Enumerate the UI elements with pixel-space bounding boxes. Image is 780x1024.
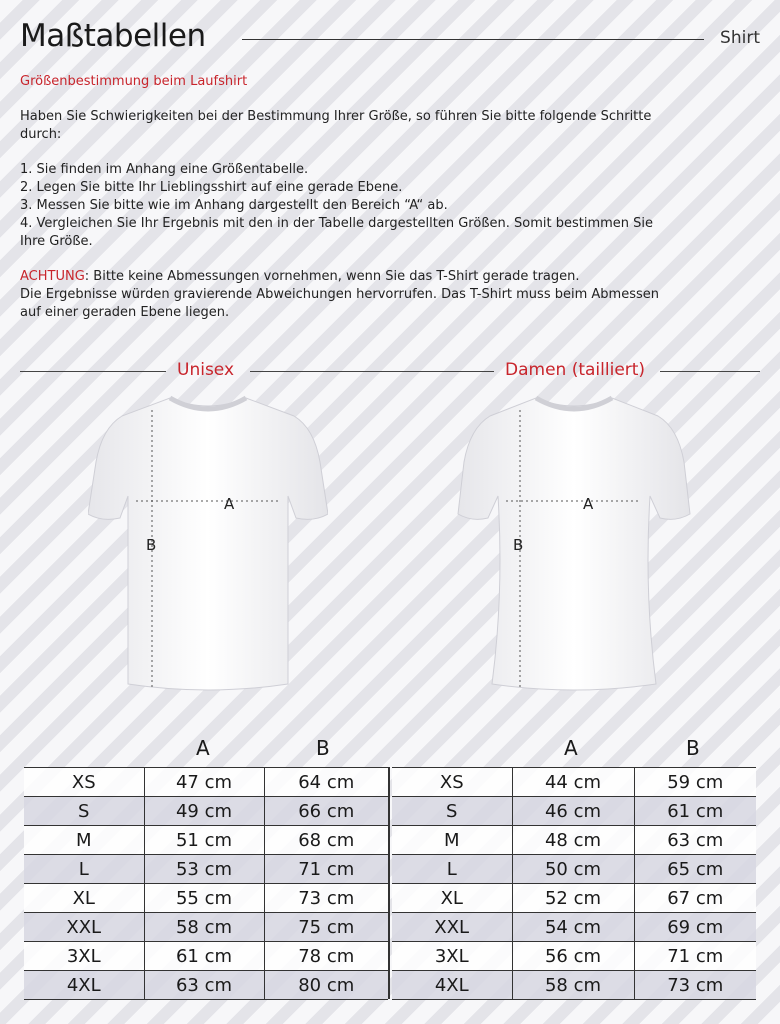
measure-a-cell: 49 cm bbox=[144, 797, 264, 826]
size-cell: XXL bbox=[392, 913, 512, 942]
section-label-damen: Damen (tailliert) bbox=[505, 360, 646, 380]
table-row bbox=[392, 826, 756, 855]
table-row bbox=[392, 855, 756, 884]
warning-paragraph bbox=[20, 268, 760, 286]
measure-b-cell: 65 cm bbox=[634, 855, 756, 884]
size-cell: 3XL bbox=[392, 942, 512, 971]
measure-a-cell: 50 cm bbox=[512, 855, 634, 884]
measure-b-cell: 64 cm bbox=[264, 768, 388, 797]
section-divider bbox=[660, 371, 760, 372]
size-cell: XS bbox=[24, 768, 144, 797]
measure-label-a: A bbox=[583, 495, 594, 513]
step-item: 4. Vergleichen Sie Ihr Ergebnis mit den in der Tabelle dargestellten Größen. Somit bestimmen Sie bbox=[20, 216, 654, 231]
size-cell: 3XL bbox=[24, 942, 144, 971]
measure-a-cell: 55 cm bbox=[144, 884, 264, 913]
measure-a-cell: 56 cm bbox=[512, 942, 634, 971]
step-item: 2. Legen Sie bitte Ihr Lieblingsshirt auf eine gerade Ebene. bbox=[20, 180, 403, 195]
tshirt-icon bbox=[454, 392, 694, 697]
intro-heading: Größenbestimmung beim Laufshirt bbox=[20, 74, 248, 89]
measure-b-cell: 73 cm bbox=[264, 884, 388, 913]
measure-a-cell: 46 cm bbox=[512, 797, 634, 826]
measure-b-cell: 68 cm bbox=[264, 826, 388, 855]
measure-b-cell: 61 cm bbox=[634, 797, 756, 826]
table-divider bbox=[388, 767, 390, 999]
size-cell: XS bbox=[392, 768, 512, 797]
table-row bbox=[392, 884, 756, 913]
table-row bbox=[24, 826, 388, 855]
table-row bbox=[24, 942, 388, 971]
measure-b-cell: 59 cm bbox=[634, 768, 756, 797]
page-title: Maßtabellen bbox=[20, 18, 206, 54]
measure-b-cell: 71 cm bbox=[264, 855, 388, 884]
measure-b-cell: 80 cm bbox=[264, 971, 388, 1000]
table-row bbox=[392, 971, 756, 1000]
warning-text: : Bitte keine Abmessungen vornehmen, wenn Sie das T-Shirt gerade tragen. bbox=[84, 269, 580, 284]
table-row bbox=[24, 855, 388, 884]
size-cell: M bbox=[24, 826, 144, 855]
size-table-damen bbox=[392, 767, 756, 1000]
warning-label: ACHTUNG bbox=[20, 269, 85, 284]
table-row bbox=[24, 884, 388, 913]
measure-b-cell: 78 cm bbox=[264, 942, 388, 971]
warning-text: Die Ergebnisse würden gravierende Abweichungen hervorrufen. Das T-Shirt muss beim Abmessen bbox=[20, 287, 659, 302]
shirt-diagram-unisex bbox=[88, 392, 328, 701]
size-cell: S bbox=[24, 797, 144, 826]
size-cell: L bbox=[392, 855, 512, 884]
size-cell: M bbox=[392, 826, 512, 855]
page-header bbox=[20, 18, 760, 62]
measure-a-cell: 63 cm bbox=[144, 971, 264, 1000]
measure-b-cell: 67 cm bbox=[634, 884, 756, 913]
size-cell: XL bbox=[392, 884, 512, 913]
measure-a-cell: 44 cm bbox=[512, 768, 634, 797]
intro-line: durch: bbox=[20, 127, 62, 142]
column-head-a: A bbox=[564, 736, 578, 760]
measure-b-cell: 63 cm bbox=[634, 826, 756, 855]
column-head-b: B bbox=[316, 736, 330, 760]
intro-line: Haben Sie Schwierigkeiten bei der Bestimmung Ihrer Größe, so führen Sie bitte folgende Schritte bbox=[20, 109, 652, 124]
section-divider bbox=[20, 371, 166, 372]
measure-a-cell: 54 cm bbox=[512, 913, 634, 942]
measure-b-cell: 69 cm bbox=[634, 913, 756, 942]
tshirt-icon bbox=[88, 392, 328, 697]
table-row bbox=[24, 768, 388, 797]
size-cell: S bbox=[392, 797, 512, 826]
measure-label-b: B bbox=[146, 536, 157, 554]
title-divider bbox=[242, 39, 704, 40]
size-cell: XL bbox=[24, 884, 144, 913]
table-row bbox=[392, 942, 756, 971]
table-row bbox=[24, 797, 388, 826]
measure-label-a: A bbox=[224, 495, 235, 513]
table-row bbox=[24, 971, 388, 1000]
measure-a-cell: 58 cm bbox=[144, 913, 264, 942]
category-label: Shirt bbox=[720, 28, 760, 48]
measure-a-cell: 58 cm bbox=[512, 971, 634, 1000]
measure-a-cell: 52 cm bbox=[512, 884, 634, 913]
table-row bbox=[392, 913, 756, 942]
table-row bbox=[392, 797, 756, 826]
step-item: Ihre Größe. bbox=[20, 234, 93, 249]
size-cell: XXL bbox=[24, 913, 144, 942]
measure-b-cell: 66 cm bbox=[264, 797, 388, 826]
measure-b-cell: 73 cm bbox=[634, 971, 756, 1000]
instructions-text bbox=[20, 108, 760, 322]
size-cell: 4XL bbox=[392, 971, 512, 1000]
size-cell: L bbox=[24, 855, 144, 884]
step-item: 3. Messen Sie bitte wie im Anhang dargestellt den Bereich “A“ ab. bbox=[20, 198, 448, 213]
section-label-unisex: Unisex bbox=[177, 360, 235, 380]
size-table-unisex bbox=[24, 767, 388, 1000]
column-head-b: B bbox=[686, 736, 700, 760]
measure-a-cell: 48 cm bbox=[512, 826, 634, 855]
section-divider bbox=[250, 371, 494, 372]
measure-b-cell: 75 cm bbox=[264, 913, 388, 942]
table-row bbox=[392, 768, 756, 797]
table-row bbox=[24, 913, 388, 942]
step-item: 1. Sie finden im Anhang eine Größentabelle. bbox=[20, 162, 309, 177]
size-cell: 4XL bbox=[24, 971, 144, 1000]
measure-label-b: B bbox=[513, 536, 524, 554]
warning-text: auf einer geraden Ebene liegen. bbox=[20, 305, 230, 320]
measure-a-cell: 53 cm bbox=[144, 855, 264, 884]
shirt-diagram-damen bbox=[454, 392, 694, 701]
measure-a-cell: 51 cm bbox=[144, 826, 264, 855]
column-head-a: A bbox=[196, 736, 210, 760]
measure-a-cell: 61 cm bbox=[144, 942, 264, 971]
measure-b-cell: 71 cm bbox=[634, 942, 756, 971]
measure-a-cell: 47 cm bbox=[144, 768, 264, 797]
